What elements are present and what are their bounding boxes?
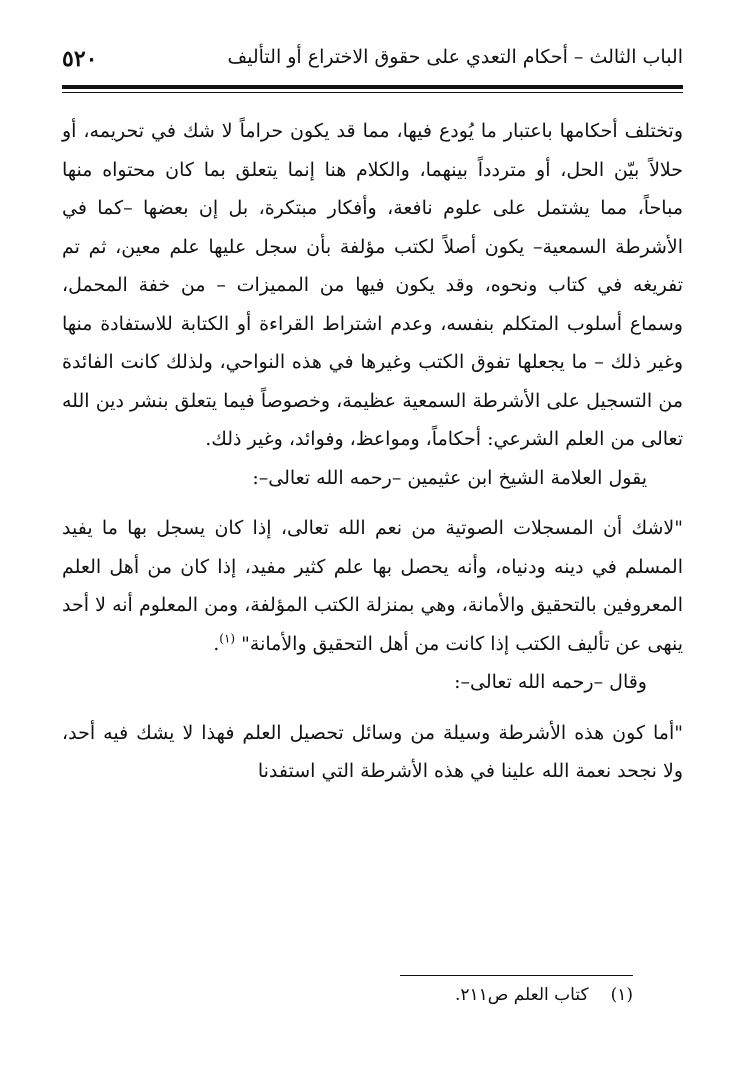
quote-intro: وقال –رحمه الله تعالى–: [454, 671, 647, 693]
footnote-reference[interactable]: (١) [219, 631, 236, 646]
quotation: "أما كون هذه الأشرطة وسيلة من وسائل تحصيل العلم فهذا لا يشك فيه أحد، ولا نجحد نعمة الله علينا في هذه الأشرطة التي استفدنا [62, 721, 683, 782]
quote-intro: يقول العلامة الشيخ ابن عثيمين –رحمه الله تعالى–: [252, 466, 647, 489]
footnote-number: (١) [610, 985, 633, 1005]
quotation-text: "لاشك أن المسجلات الصوتية من نعم الله تعالى، إذا كان يسجل بها ما يفيد المسلم في دينه ودنياه، وأنه يحصل بها علم كثير مفيد، إذا كان من أهل العلم المعروفين بالتحقيق والأمانة، وهي بمنزلة الكتب المؤلفة، ومن المعلوم أنه لا أحد ينهى عن تأليف الكتب إذا كانت من أهل التحقيق والأمانة" [62, 517, 683, 655]
quotation: "لاشك أن المسجلات الصوتية من نعم الله تعالى، إذا كان يسجل بها ما يفيد المسلم في دينه ودنياه، وأنه يحصل بها علم كثير مفيد، إذا كان من أهل العلم المعروفين بالتحقيق والأمانة، وهي بمنزلة الكتب المؤلفة، ومن المعلوم أنه لا أحد ينهى عن تأليف الكتب إذا كانت من أهل التحقيق والأمانة" $^{(١)}$. [62, 517, 683, 655]
header-rule-thick [62, 85, 683, 89]
footnote-separator [400, 975, 633, 976]
paragraph: وتختلف أحكامها باعتبار ما يُودع فيها، مما قد يكون حراماً لا شك في تحريمه، أو حلالاً بيّن الحل، أو متردداً بينهما، والكلام هنا إنما يتعلق بما كان محتواه منها مباحاً، مما يشتمل على علوم نافعة، وأفكار مبتكرة، بل إن بعضها –كما في الأشرطة السمعية– يكون أصلاً لكتب مؤلفة بأن سجل عليها علم معين، ثم تم تفريغه في كتاب ونحوه، وقد يكون فيها من المميزات – من خفة المحمل، وسماع أسلوب المتكلم بنفسه، وعدم اشتراط القراءة أو الكتابة للاستفادة منها وغير ذلك – ما يجعلها تفوق الكتب وغيرها في هذه النواحي، ولذلك كانت الفائدة من التسجيل على الأشرطة السمعية عظيمة، وخصوصاً فيما يتعلق بنشر دين الله تعالى من العلم الشرعي: أحكاماً، ومواعظ، وفوائد، وغير ذلك. [62, 120, 683, 450]
footnote [455, 985, 633, 1005]
page-number: ٥٢٠ [62, 46, 98, 72]
main-text [62, 112, 683, 791]
chapter-title: الباب الثالث – أحكام التعدي على حقوق الاختراع أو التأليف [227, 46, 683, 68]
footnote-text: كتاب العلم ص٢١١. [454, 985, 589, 1005]
header-rule-thin [62, 92, 683, 93]
running-header [62, 40, 683, 80]
